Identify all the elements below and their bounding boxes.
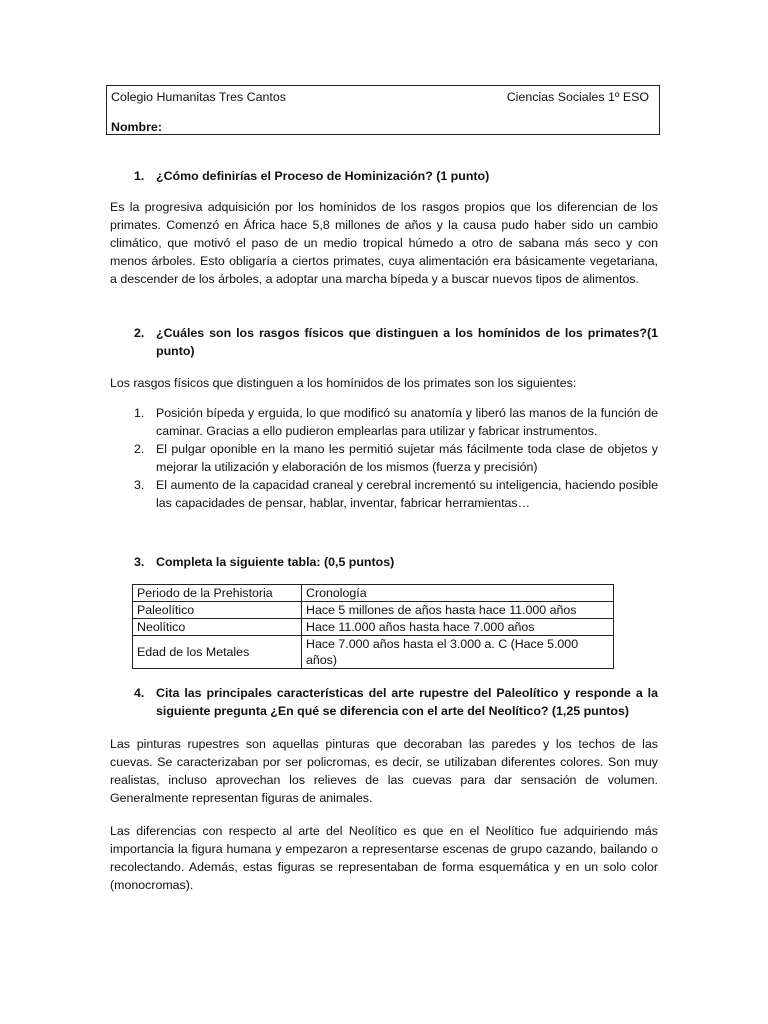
table-cell: Edad de los Metales (133, 636, 302, 669)
table-header-cell: Periodo de la Prehistoria (133, 585, 302, 602)
list-item (134, 440, 658, 476)
table-row (133, 619, 614, 636)
answer-4-paragraph-2: Las diferencias con respecto al arte del Neolítico es que en el Neolítico fue adquiriendo más importancia la figura humana y empezaron a representarse escenas de grupo cazando, bailando o recolectando. Además, estas figuras se representaban de forma esquemática y en un solo color (monocromas). (110, 824, 658, 892)
table-cell: Neolítico (133, 619, 302, 636)
prehistory-table (132, 584, 614, 669)
list-number: 3. (134, 478, 145, 492)
table-row (133, 636, 614, 669)
answer-2-list (134, 404, 658, 512)
question-number: 2. (134, 326, 145, 340)
question-text: Completa la siguiente tabla: (0,5 puntos) (156, 555, 395, 569)
question-2 (134, 324, 658, 360)
list-number: 2. (134, 442, 145, 456)
list-text: El pulgar oponible en la mano les permitió sujetar más fácilmente toda clase de objetos y mejorar la utilización y elaboración de los mismos (fuerza y precisión) (156, 442, 658, 474)
question-text: ¿Cuáles son los rasgos físicos que distinguen a los homínidos de los primates?(1 punto) (156, 326, 658, 358)
answer-1: Es la progresiva adquisición por los homínidos de los rasgos propios que los diferencian de los primates. Comenzó en África hace 5,8 millones de años y la causa pudo haber sido un cambio climático, que motivó el paso de un medio tropical húmedo a otro de sabana más seco y con menos árboles. Esto obligaría a ciertos primates, cuya alimentación era básicamente vegetariana, a descender de los árboles, a adoptar una marcha bípeda y a buscar nuevos tipos de alimentos. (110, 200, 658, 286)
question-1 (134, 167, 658, 185)
table-cell: Hace 5 millones de años hasta hace 11.000 años (302, 602, 614, 619)
answer-4-paragraph-1: Las pinturas rupestres son aquellas pinturas que decoraban las paredes y los techos de las cuevas. Se caracterizaban por ser policromas, es decir, se utilizaban diferentes colores. Son muy realistas, incluso aprovechan los relieves de las cuevas para dar sensación de volumen. Generalmente representan figuras de animales. (110, 737, 658, 805)
question-3 (134, 553, 658, 571)
list-number: 1. (134, 406, 145, 420)
list-item (134, 476, 658, 512)
list-text: Posición bípeda y erguida, lo que modificó su anatomía y liberó las manos de la función de caminar. Gracias a ello pudieron emplearlas para utilizar y fabricar instrumentos. (156, 406, 658, 438)
question-4 (134, 684, 658, 720)
list-text: El aumento de la capacidad craneal y cerebral incrementó su inteligencia, haciendo posible las capacidades de pensar, hablar, inventar, fabricar herramientas… (156, 478, 658, 510)
table-header-cell: Cronología (302, 585, 614, 602)
table-cell: Hace 7.000 años hasta el 3.000 a. C (Hace 5.000 años) (302, 636, 614, 669)
name-label: Nombre: (111, 120, 162, 134)
subject-name: Ciencias Sociales 1º ESO (506, 90, 649, 104)
table-header-row (133, 585, 614, 602)
table-row (133, 602, 614, 619)
header-box (106, 85, 660, 135)
question-text: ¿Cómo definirías el Proceso de Hominización? (1 punto) (156, 169, 490, 183)
question-number: 4. (134, 686, 145, 700)
list-item (134, 404, 658, 440)
table-cell: Paleolítico (133, 602, 302, 619)
question-text: Cita las principales características del arte rupestre del Paleolítico y responde a la siguiente pregunta ¿En qué se diferencia con el arte del Neolítico? (1,25 puntos) (156, 686, 658, 718)
question-number: 3. (134, 555, 145, 569)
answer-2-intro: Los rasgos físicos que distinguen a los homínidos de los primates son los siguientes: (110, 376, 577, 390)
table-cell: Hace 11.000 años hasta hace 7.000 años (302, 619, 614, 636)
school-name: Colegio Humanitas Tres Cantos (111, 90, 286, 104)
question-number: 1. (134, 169, 145, 183)
